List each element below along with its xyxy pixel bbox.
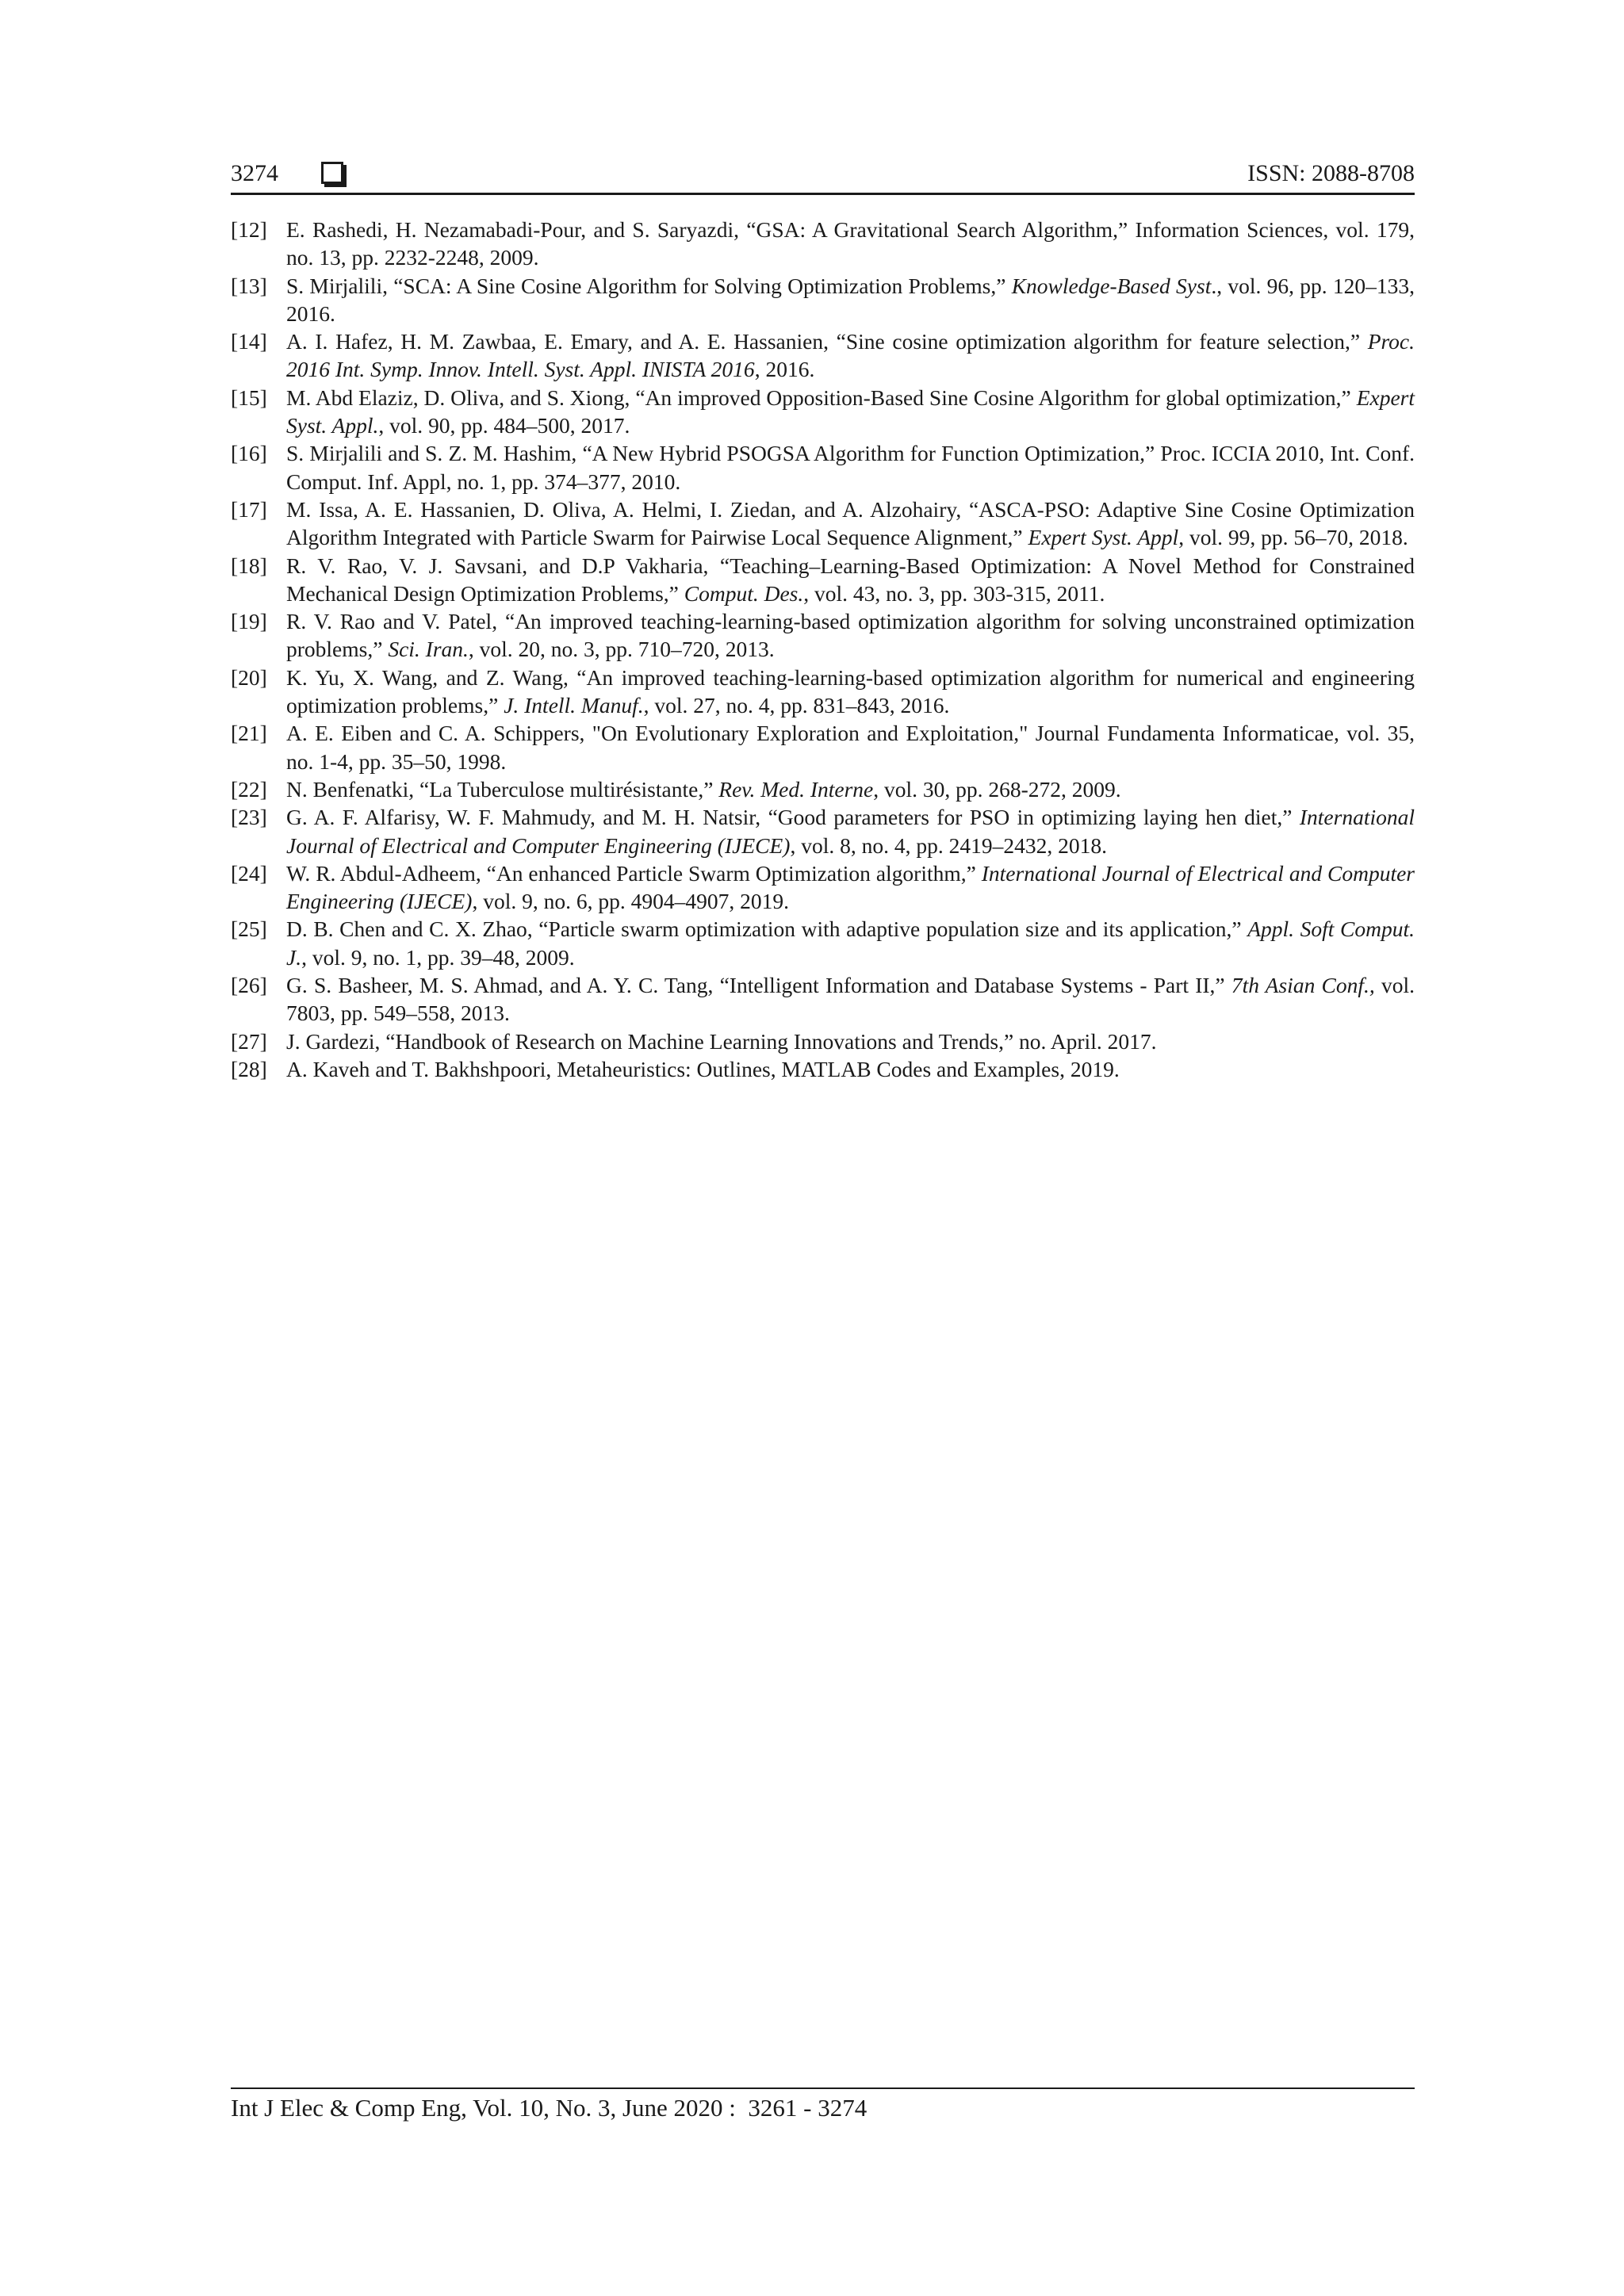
reference-item bbox=[231, 327, 1415, 384]
reference-number: [22] bbox=[231, 776, 267, 802]
reference-text bbox=[286, 439, 1415, 496]
reference-text bbox=[286, 664, 1415, 720]
reference-item bbox=[231, 859, 1415, 916]
reference-fragment: J. Gardezi, “Handbook of Research on Machine Learning Innovations and Trends,” no. April. 2017. bbox=[286, 1028, 1157, 1054]
reference-number: [13] bbox=[231, 273, 267, 298]
reference-text bbox=[286, 1055, 1415, 1083]
reference-fragment: D. B. Chen and C. X. Zhao, “Particle swarm optimization with adaptive population size and its application,” bbox=[286, 916, 1248, 942]
reference-fragment: , vol. 9, no. 6, pp. 4904–4907, 2019. bbox=[472, 889, 789, 914]
journal-citation-footer: Int J Elec & Comp Eng, Vol. 10, No. 3, June 2020 : 3261 - 3274 bbox=[231, 2094, 868, 2122]
reference-text bbox=[286, 719, 1415, 775]
reference-number: [20] bbox=[231, 664, 267, 690]
reference-venue: Sci. Iran. bbox=[388, 637, 469, 662]
reference-number: [15] bbox=[231, 385, 267, 410]
reference-fragment: E. Rashedi, H. Nezamabadi-Pour, and S. Saryazdi, “GSA: A Gravitational Search Algorithm,” Information Sciences, vol. 179, no. 13, pp. 2232-2248, 2009. bbox=[286, 217, 1415, 270]
reference-text bbox=[286, 971, 1415, 1027]
reference-fragment: M. Issa, A. E. Hassanien, D. Oliva, A. Helmi, I. Ziedan, and A. Alzohairy, “ASCA-PSO: Adaptive Sine Cosine Optimization Algorithm Integrated with Particle Swarm for Pairwise Local Sequence Alignment,” bbox=[286, 496, 1415, 550]
reference-venue: Appl. Soft Comput. J. bbox=[286, 916, 1415, 970]
reference-text bbox=[286, 915, 1415, 971]
reference-number: [16] bbox=[231, 441, 267, 466]
reference-text bbox=[286, 216, 1415, 272]
running-header bbox=[231, 155, 1415, 192]
reference-text bbox=[286, 384, 1415, 440]
reference-venue: Proc. 2016 Int. Symp. Innov. Intell. Syst. Appl. INISTA 2016 bbox=[286, 329, 1415, 382]
reference-number: [19] bbox=[231, 609, 267, 634]
reference-venue: Expert Syst. Appl bbox=[1028, 525, 1179, 550]
reference-fragment: , vol. 20, no. 3, pp. 710–720, 2013. bbox=[468, 637, 775, 662]
header-rule bbox=[231, 193, 1415, 195]
reference-item bbox=[231, 552, 1415, 608]
reference-venue: Knowledge-Based Syst bbox=[1011, 273, 1212, 298]
reference-fragment: M. Abd Elaziz, D. Oliva, and S. Xiong, “An improved Opposition-Based Sine Cosine Algorithm for global optimization,” bbox=[286, 385, 1357, 410]
reference-venue: Rev. Med. Interne bbox=[718, 776, 874, 802]
reference-number: [21] bbox=[231, 721, 267, 746]
reference-number: [12] bbox=[231, 217, 267, 242]
reference-venue: Expert Syst. Appl. bbox=[286, 385, 1415, 438]
reference-fragment: , vol. 9, no. 1, pp. 39–48, 2009. bbox=[301, 944, 575, 970]
reference-text bbox=[286, 272, 1415, 328]
reference-text bbox=[286, 1027, 1415, 1055]
reference-fragment: ., vol. 96, pp. 120–133, 2016. bbox=[286, 273, 1415, 326]
reference-number: [25] bbox=[231, 916, 267, 942]
reference-item bbox=[231, 803, 1415, 859]
reference-item bbox=[231, 915, 1415, 971]
reference-venue: J. Intell. Manuf. bbox=[504, 693, 644, 718]
reference-fragment: vol. 7803, pp. 549–558, 2013. bbox=[286, 973, 1415, 1026]
reference-text bbox=[286, 552, 1415, 608]
reference-fragment: A. I. Hafez, H. M. Zawbaa, E. Emary, and A. E. Hassanien, “Sine cosine optimization algorithm for feature selection,” bbox=[286, 329, 1368, 354]
reference-item bbox=[231, 775, 1415, 803]
reference-fragment: G. A. F. Alfarisy, W. F. Mahmudy, and M. H. Natsir, “Good parameters for PSO in optimizing laying hen diet,” bbox=[286, 805, 1300, 830]
reference-fragment: , vol. 30, pp. 268-272, 2009. bbox=[873, 776, 1121, 802]
reference-item bbox=[231, 1027, 1415, 1055]
reference-number: [18] bbox=[231, 553, 267, 578]
reference-venue: International Journal of Electrical and Computer Engineering (IJECE) bbox=[286, 805, 1415, 858]
reference-item bbox=[231, 1055, 1415, 1083]
reference-fragment: K. Yu, X. Wang, and Z. Wang, “An improved teaching-learning-based optimization algorithm for numerical and engineering optimization problems,” bbox=[286, 664, 1415, 718]
reference-item bbox=[231, 719, 1415, 775]
reference-fragment: A. Kaveh and T. Bakhshpoori, Metaheuristics: Outlines, MATLAB Codes and Examples, 2019. bbox=[286, 1056, 1120, 1081]
reference-item bbox=[231, 664, 1415, 720]
page-number: 3274 bbox=[231, 160, 278, 186]
reference-fragment: , vol. 90, pp. 484–500, 2017. bbox=[378, 413, 630, 438]
reference-text bbox=[286, 327, 1415, 384]
reference-number: [17] bbox=[231, 496, 267, 522]
reference-text bbox=[286, 775, 1415, 803]
reference-text bbox=[286, 496, 1415, 552]
reference-item bbox=[231, 384, 1415, 440]
footer-rule bbox=[231, 2087, 1415, 2089]
reference-venue: 7th Asian Conf., bbox=[1231, 973, 1375, 998]
reference-fragment: A. E. Eiben and C. A. Schippers, "On Evolutionary Exploration and Exploitation," Journal Fundamenta Informaticae, vol. 35, no. 1-4, pp. 35–50, 1998. bbox=[286, 721, 1415, 774]
reference-fragment: , 2016. bbox=[754, 357, 815, 382]
reference-fragment: S. Mirjalili and S. Z. M. Hashim, “A New Hybrid PSOGSA Algorithm for Function Optimization,” Proc. ICCIA 2010, Int. Conf. Comput. Inf. Appl, no. 1, pp. 374–377, 2010. bbox=[286, 441, 1415, 494]
reference-text bbox=[286, 607, 1415, 664]
reference-venue: International Journal of Electrical and Computer Engineering (IJECE) bbox=[286, 860, 1415, 914]
reference-text bbox=[286, 859, 1415, 916]
reference-text bbox=[286, 803, 1415, 859]
reference-fragment: R. V. Rao, V. J. Savsani, and D.P Vakharia, “Teaching–Learning-Based Optimization: A Novel Method for Constrained Mechanical Design Optimization Problems,” bbox=[286, 553, 1415, 606]
reference-item bbox=[231, 439, 1415, 496]
reference-number: [27] bbox=[231, 1028, 267, 1054]
reference-fragment: S. Mirjalili, “SCA: A Sine Cosine Algorithm for Solving Optimization Problems,” bbox=[286, 273, 1012, 298]
ballot-box-icon bbox=[321, 162, 343, 184]
reference-item bbox=[231, 496, 1415, 552]
reference-list bbox=[231, 216, 1415, 1083]
reference-number: [14] bbox=[231, 329, 267, 354]
reference-fragment: G. S. Basheer, M. S. Ahmad, and A. Y. C. Tang, “Intelligent Information and Database Systems - Part II,” bbox=[286, 973, 1231, 998]
reference-item bbox=[231, 607, 1415, 664]
reference-item bbox=[231, 216, 1415, 272]
reference-number: [26] bbox=[231, 973, 267, 998]
reference-fragment: W. R. Abdul-Adheem, “An enhanced Particle Swarm Optimization algorithm,” bbox=[286, 860, 982, 886]
reference-fragment: , vol. 43, no. 3, pp. 303-315, 2011. bbox=[803, 580, 1105, 606]
reference-fragment: R. V. Rao and V. Patel, “An improved teaching-learning-based optimization algorithm for solving unconstrained optimization problems,” bbox=[286, 609, 1415, 662]
reference-item bbox=[231, 272, 1415, 328]
reference-venue: Comput. Des. bbox=[684, 580, 804, 606]
reference-number: [28] bbox=[231, 1056, 267, 1081]
reference-fragment: , vol. 99, pp. 56–70, 2018. bbox=[1178, 525, 1408, 550]
reference-fragment: N. Benfenatki, “La Tuberculose multirésistante,” bbox=[286, 776, 719, 802]
reference-item bbox=[231, 971, 1415, 1027]
reference-number: [23] bbox=[231, 805, 267, 830]
reference-fragment: , vol. 8, no. 4, pp. 2419–2432, 2018. bbox=[790, 832, 1107, 858]
reference-fragment: , vol. 27, no. 4, pp. 831–843, 2016. bbox=[643, 693, 950, 718]
journal-issn: ISSN: 2088-8708 bbox=[1247, 160, 1415, 186]
reference-number: [24] bbox=[231, 860, 267, 886]
